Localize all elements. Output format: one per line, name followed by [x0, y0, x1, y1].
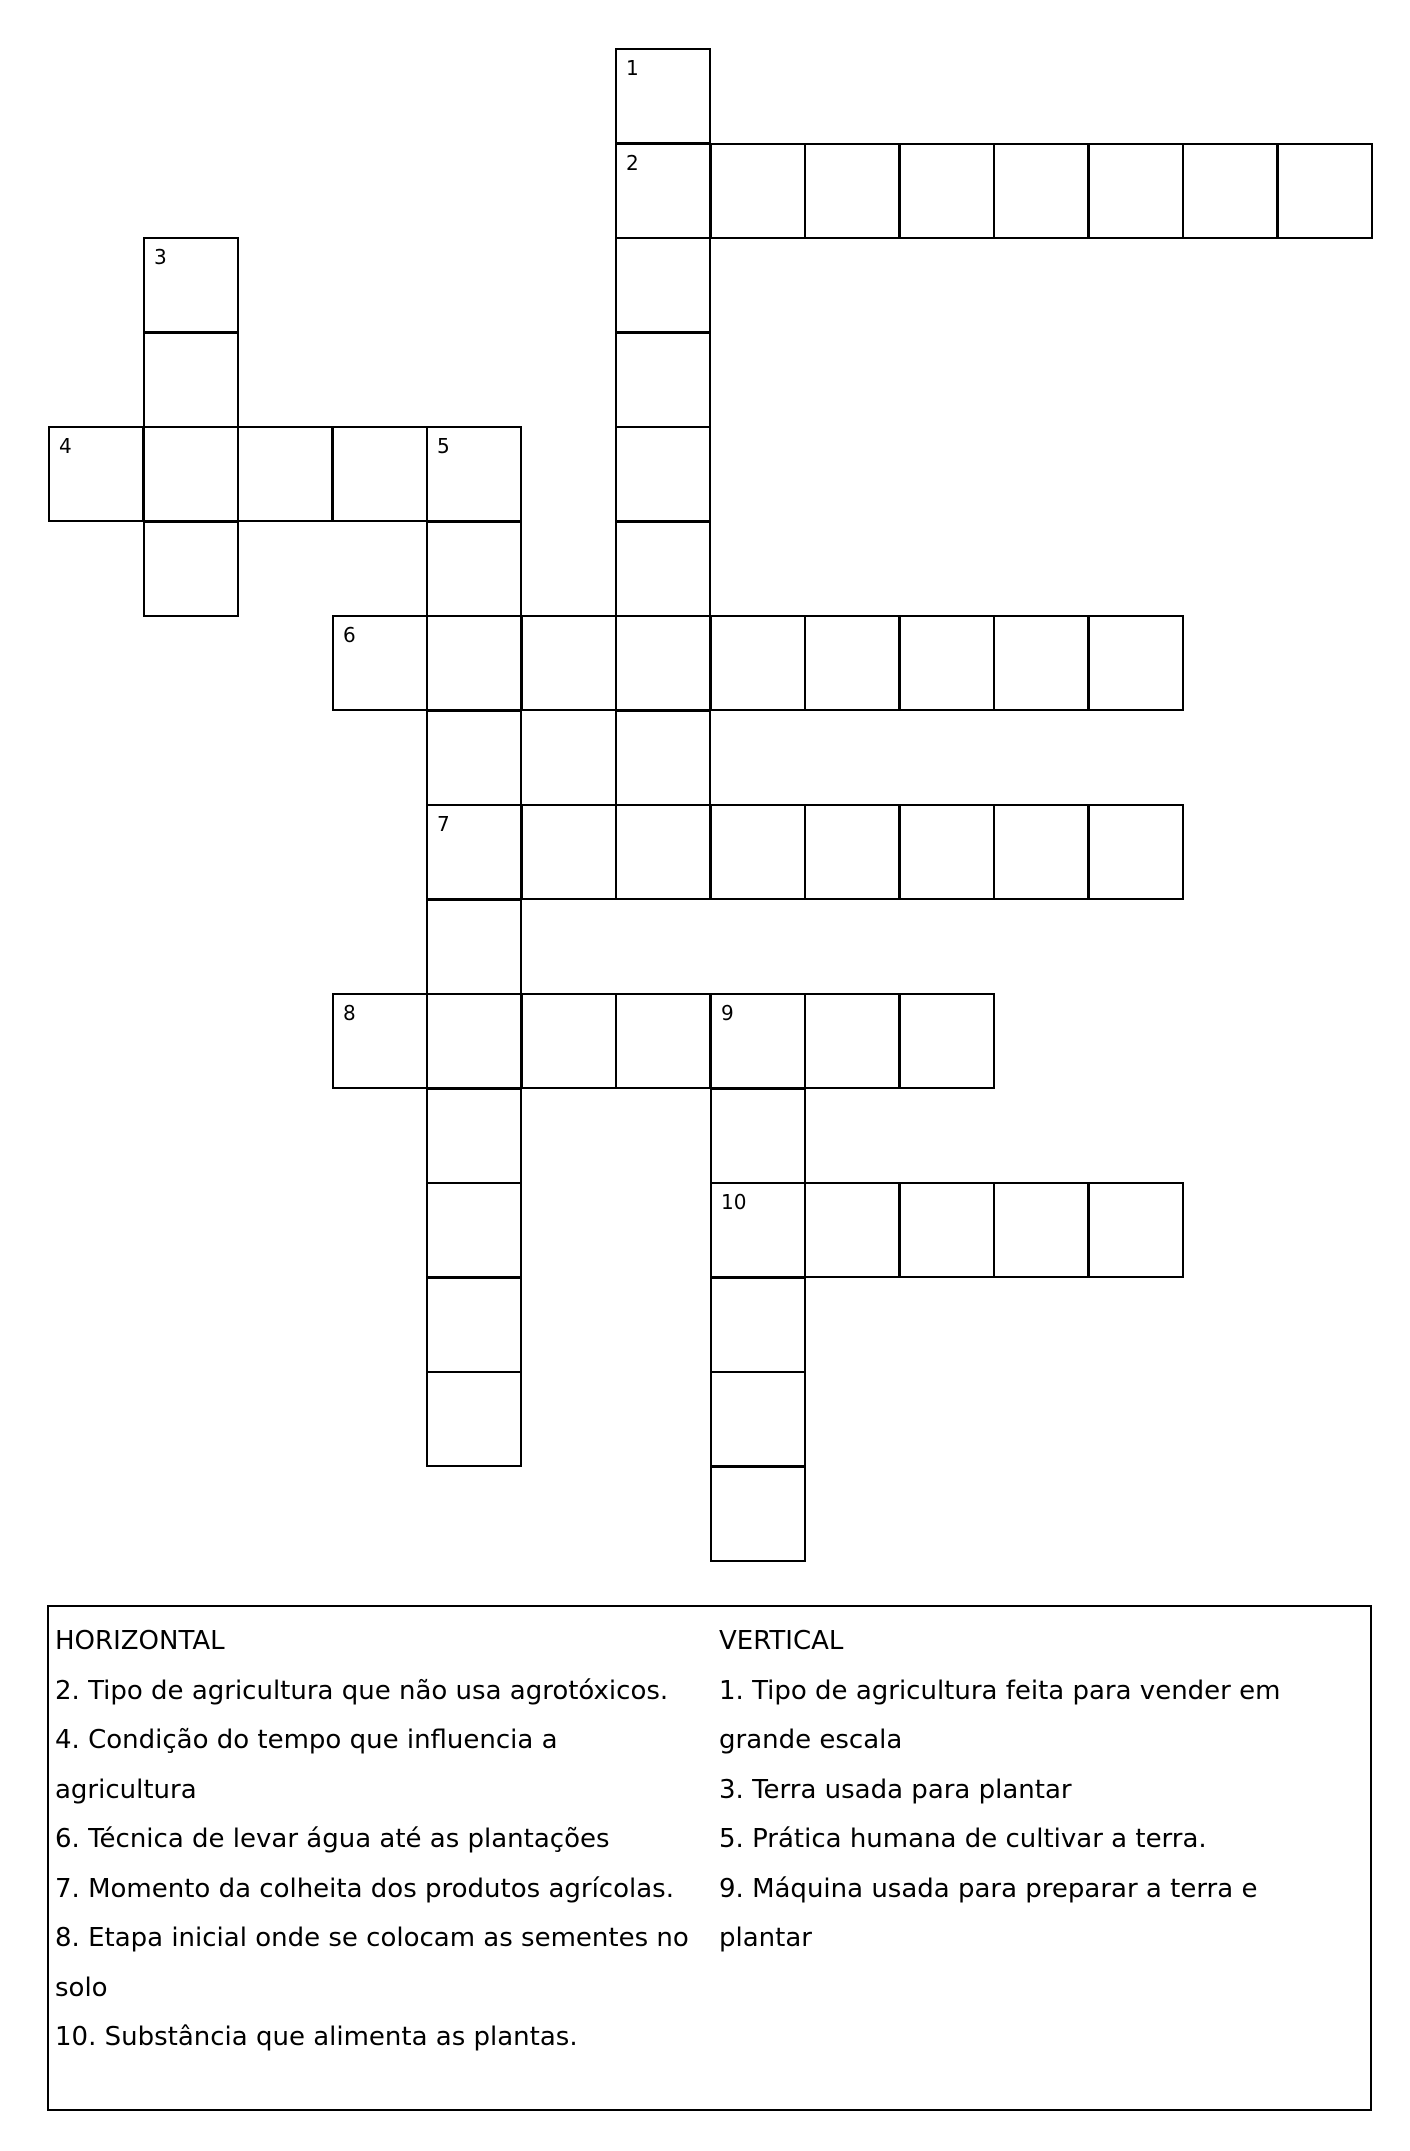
clue-line: 9. Máquina usada para preparar a terra e: [719, 1873, 1258, 1904]
crossword-cell[interactable]: [710, 1466, 806, 1562]
crossword-cell[interactable]: [426, 1088, 522, 1184]
crossword-cell[interactable]: [615, 710, 711, 806]
crossword-cell[interactable]: [1182, 143, 1278, 239]
crossword-cell[interactable]: [615, 48, 711, 144]
crossword-cell[interactable]: [899, 143, 995, 239]
crossword-cell[interactable]: [143, 521, 239, 617]
crossword-cell[interactable]: [521, 993, 617, 1089]
clue-number: 4: [59, 434, 72, 458]
crossword-cell[interactable]: [332, 426, 428, 522]
clue-number: 6: [343, 623, 356, 647]
crossword-cell[interactable]: [615, 332, 711, 428]
clue-number: 1: [626, 56, 639, 80]
crossword-cell[interactable]: [426, 615, 522, 711]
vertical-clues: [719, 1617, 1359, 1964]
crossword-cell[interactable]: [426, 521, 522, 617]
crossword-cell[interactable]: [1088, 1182, 1184, 1278]
crossword-cell[interactable]: [143, 426, 239, 522]
crossword-cell[interactable]: [48, 426, 144, 522]
crossword-cell[interactable]: [993, 1182, 1089, 1278]
crossword-cell[interactable]: [899, 804, 995, 900]
crossword-cell[interactable]: [710, 143, 806, 239]
crossword-cell[interactable]: [143, 332, 239, 428]
crossword-cell[interactable]: [426, 426, 522, 522]
clue-number: 8: [343, 1001, 356, 1025]
clue-number: 2: [626, 151, 639, 175]
crossword-cell[interactable]: [1088, 615, 1184, 711]
clue-heading: HORIZONTAL: [55, 1626, 225, 1656]
clue-line: 2. Tipo de agricultura que não usa agrotóxicos.: [55, 1675, 669, 1706]
crossword-cell[interactable]: [710, 1182, 806, 1278]
clue-line: grande escala: [719, 1725, 903, 1755]
crossword-cell[interactable]: [521, 804, 617, 900]
clue-number: 3: [154, 245, 167, 269]
crossword-cell[interactable]: [899, 615, 995, 711]
crossword-cell[interactable]: [1088, 804, 1184, 900]
crossword-cell[interactable]: [426, 993, 522, 1089]
crossword-cell[interactable]: [1088, 143, 1184, 239]
crossword-cell[interactable]: [710, 615, 806, 711]
crossword-cell[interactable]: [993, 804, 1089, 900]
clue-heading: VERTICAL: [719, 1626, 844, 1656]
crossword-cell[interactable]: [615, 237, 711, 333]
crossword-cell[interactable]: [804, 804, 900, 900]
crossword-cell[interactable]: [993, 615, 1089, 711]
crossword-cell[interactable]: [615, 143, 711, 239]
crossword-cell[interactable]: [615, 993, 711, 1089]
clue-line: 4. Condição do tempo que influencia a: [55, 1725, 558, 1755]
clue-line: 1. Tipo de agricultura feita para vender em: [719, 1675, 1281, 1706]
clue-line: 3. Terra usada para plantar: [719, 1774, 1072, 1805]
clue-line: agricultura: [55, 1774, 197, 1805]
crossword-cell[interactable]: [426, 1371, 522, 1467]
crossword-cell[interactable]: [615, 615, 711, 711]
crossword-cell[interactable]: [710, 804, 806, 900]
clue-line: 6. Técnica de levar água até as plantações: [55, 1824, 610, 1854]
clue-line: 8. Etapa inicial onde se colocam as sementes no: [55, 1923, 689, 1953]
horizontal-clues: [55, 1617, 715, 2063]
crossword-cell[interactable]: [426, 710, 522, 806]
crossword-cell[interactable]: [237, 426, 333, 522]
crossword-cell[interactable]: [615, 804, 711, 900]
crossword-cell[interactable]: [899, 993, 995, 1089]
crossword-cell[interactable]: [143, 237, 239, 333]
crossword-cell[interactable]: [615, 426, 711, 522]
crossword-cell[interactable]: [426, 1182, 522, 1278]
clue-line: solo: [55, 1972, 108, 2003]
clue-line: 7. Momento da colheita dos produtos agrícolas.: [55, 1873, 674, 1904]
clue-number: 10: [721, 1190, 747, 1214]
crossword-cell[interactable]: [710, 1088, 806, 1184]
crossword-cell[interactable]: [804, 1182, 900, 1278]
clue-line: 10. Substância que alimenta as plantas.: [55, 2022, 578, 2052]
crossword-cell[interactable]: [426, 899, 522, 995]
crossword-cell[interactable]: [804, 615, 900, 711]
crossword-cell[interactable]: [993, 143, 1089, 239]
crossword-cell[interactable]: [332, 993, 428, 1089]
crossword-cell[interactable]: [804, 143, 900, 239]
clue-number: 5: [437, 434, 450, 458]
clue-number: 7: [437, 812, 450, 836]
crossword-cell[interactable]: [332, 615, 428, 711]
crossword-cell[interactable]: [710, 993, 806, 1089]
crossword-cell[interactable]: [899, 1182, 995, 1278]
crossword-cell[interactable]: [710, 1371, 806, 1467]
clue-number: 9: [721, 1001, 734, 1025]
crossword-cell[interactable]: [615, 521, 711, 617]
crossword-cell[interactable]: [804, 993, 900, 1089]
crossword-cell[interactable]: [521, 615, 617, 711]
clues-box: [47, 1605, 1372, 2111]
crossword-cell[interactable]: [1277, 143, 1373, 239]
crossword-cell[interactable]: [426, 804, 522, 900]
clue-line: plantar: [719, 1923, 812, 1953]
crossword-cell[interactable]: [426, 1277, 522, 1373]
clue-line: 5. Prática humana de cultivar a terra.: [719, 1824, 1207, 1854]
crossword-cell[interactable]: [710, 1277, 806, 1373]
